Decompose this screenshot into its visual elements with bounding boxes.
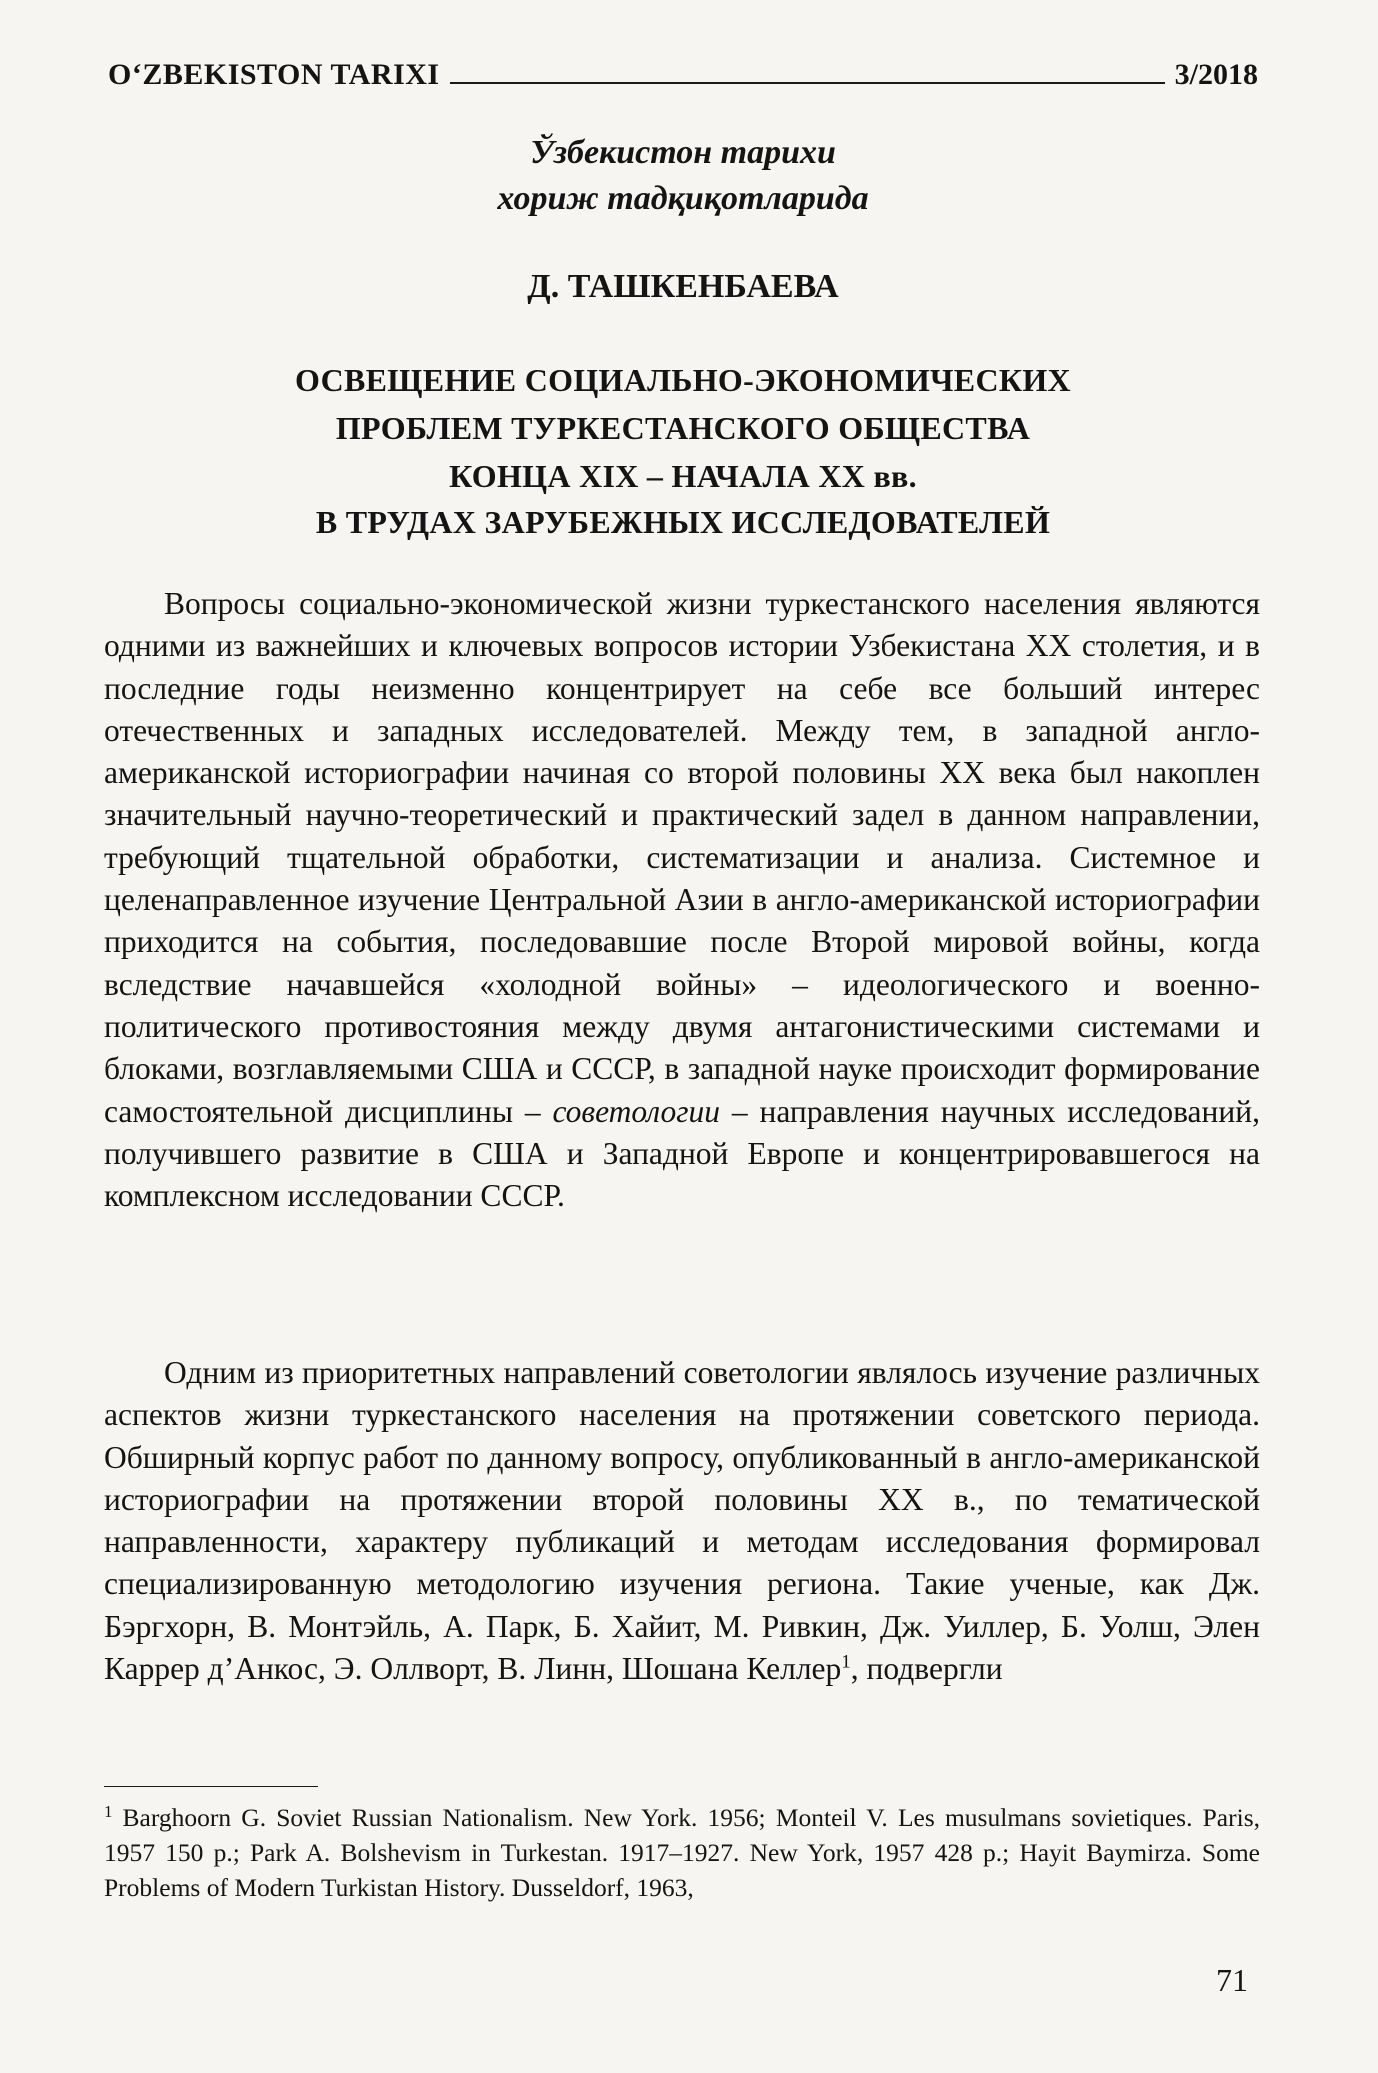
term-sovietology: советологии <box>552 1093 721 1129</box>
paragraph-1-text-end: – направления научных исследований, получившего развитие в США и Западной Европе и концентрировавшегося на комплексном исследовании СССР. <box>104 1093 1260 1214</box>
running-header <box>108 42 1258 92</box>
page-number: 71 <box>1216 1962 1248 1998</box>
body-paragraph-1 <box>104 583 1260 1217</box>
article-title-line-4: В ТРУДАХ ЗАРУБЕЖНЫХ ИССЛЕДОВАТЕЛЕЙ <box>315 504 1051 540</box>
body-paragraph-2 <box>104 1352 1260 1690</box>
paragraph-2-text: Одним из приоритетных направлений советологии являлось изучение различных аспектов жизни туркестанского населения на протяжении советского периода. Обширный корпус работ по данному вопросу, опубликованный в англо-американской историографии на протяжении второй половины XX в., по тематической направленности, характеру публикаций и методам исследования формировал специализированную методологию изучения региона. Такие ученые, как Дж. Бэргхорн, В. Монтэйль, А. Парк, Б. Хайит, М. Ривкин, Дж. Уиллер, Б. Уолш, Элен Каррер д’Анкос, Э. Оллворт, В. Линн, Шошана Келлер <box>104 1355 1260 1687</box>
footnote-reference[interactable]: 1 <box>841 1651 851 1673</box>
paragraph-2-text-end: , подвергли <box>850 1651 1003 1687</box>
header-rule <box>450 82 1165 84</box>
journal-title: O‘ZBEKISTON TARIXI <box>108 58 440 91</box>
section-rubric-line-2: хориж тадқиқотларида <box>497 180 869 217</box>
section-rubric-line-1: Ўзбекистон тарихи <box>530 134 836 171</box>
paragraph-1-text: Вопросы социально-экономической жизни туркестанского населения являются одними из важнейших и ключевых вопросов истории Узбекистана XX столетия, и в последние годы неизменно концентрирует на себе все больший интерес отечественных и западных исследователей. Между тем, в западной англо-американской историографии начиная со второй половины XX века был накоплен значительный научно-теоретический и практический задел в данном направлении, требующий тщательной обработки, систематизации и анализа. Системное и целенаправленное изучение Центральной Азии в англо-американской историографии приходится на события, последовавшие после Второй мировой войны, когда вследствие начавшейся «холодной войны» – идеологического и военно-политического противостояния между двумя антагонистическими системами и блоками, возглавляемыми США и СССР, в западной науке происходит формирование самостоятельной дисциплины – <box>104 586 1260 1129</box>
article-title-line-2: ПРОБЛЕМ ТУРКЕСТАНСКОГО ОБЩЕСТВА <box>335 410 1031 446</box>
footnote <box>104 1800 1260 1905</box>
footnote-number: 1 <box>104 1801 113 1821</box>
footnote-separator <box>104 1786 318 1787</box>
article-title-line-1: ОСВЕЩЕНИЕ СОЦИАЛЬНО-ЭКОНОМИЧЕСКИХ <box>295 362 1071 398</box>
footnote-text: Barghoorn G. Soviet Russian Nationalism. New York. 1956; Monteil V. Les musulmans sovietiques. Paris, 1957 150 p.; Park A. Bolshevism in Turkestan. 1917–1927. New York, 1957 428 p.; Hayit Baymirza. Some Problems of Modern Turkistan History. Dusseldorf, 1963, <box>104 1803 1260 1902</box>
issue-number: 3/2018 <box>1174 58 1258 91</box>
article-title-line-3: КОНЦА XIX – НАЧАЛА XX вв. <box>449 458 917 494</box>
author-name: Д. ТАШКЕНБАЕВА <box>527 268 839 305</box>
